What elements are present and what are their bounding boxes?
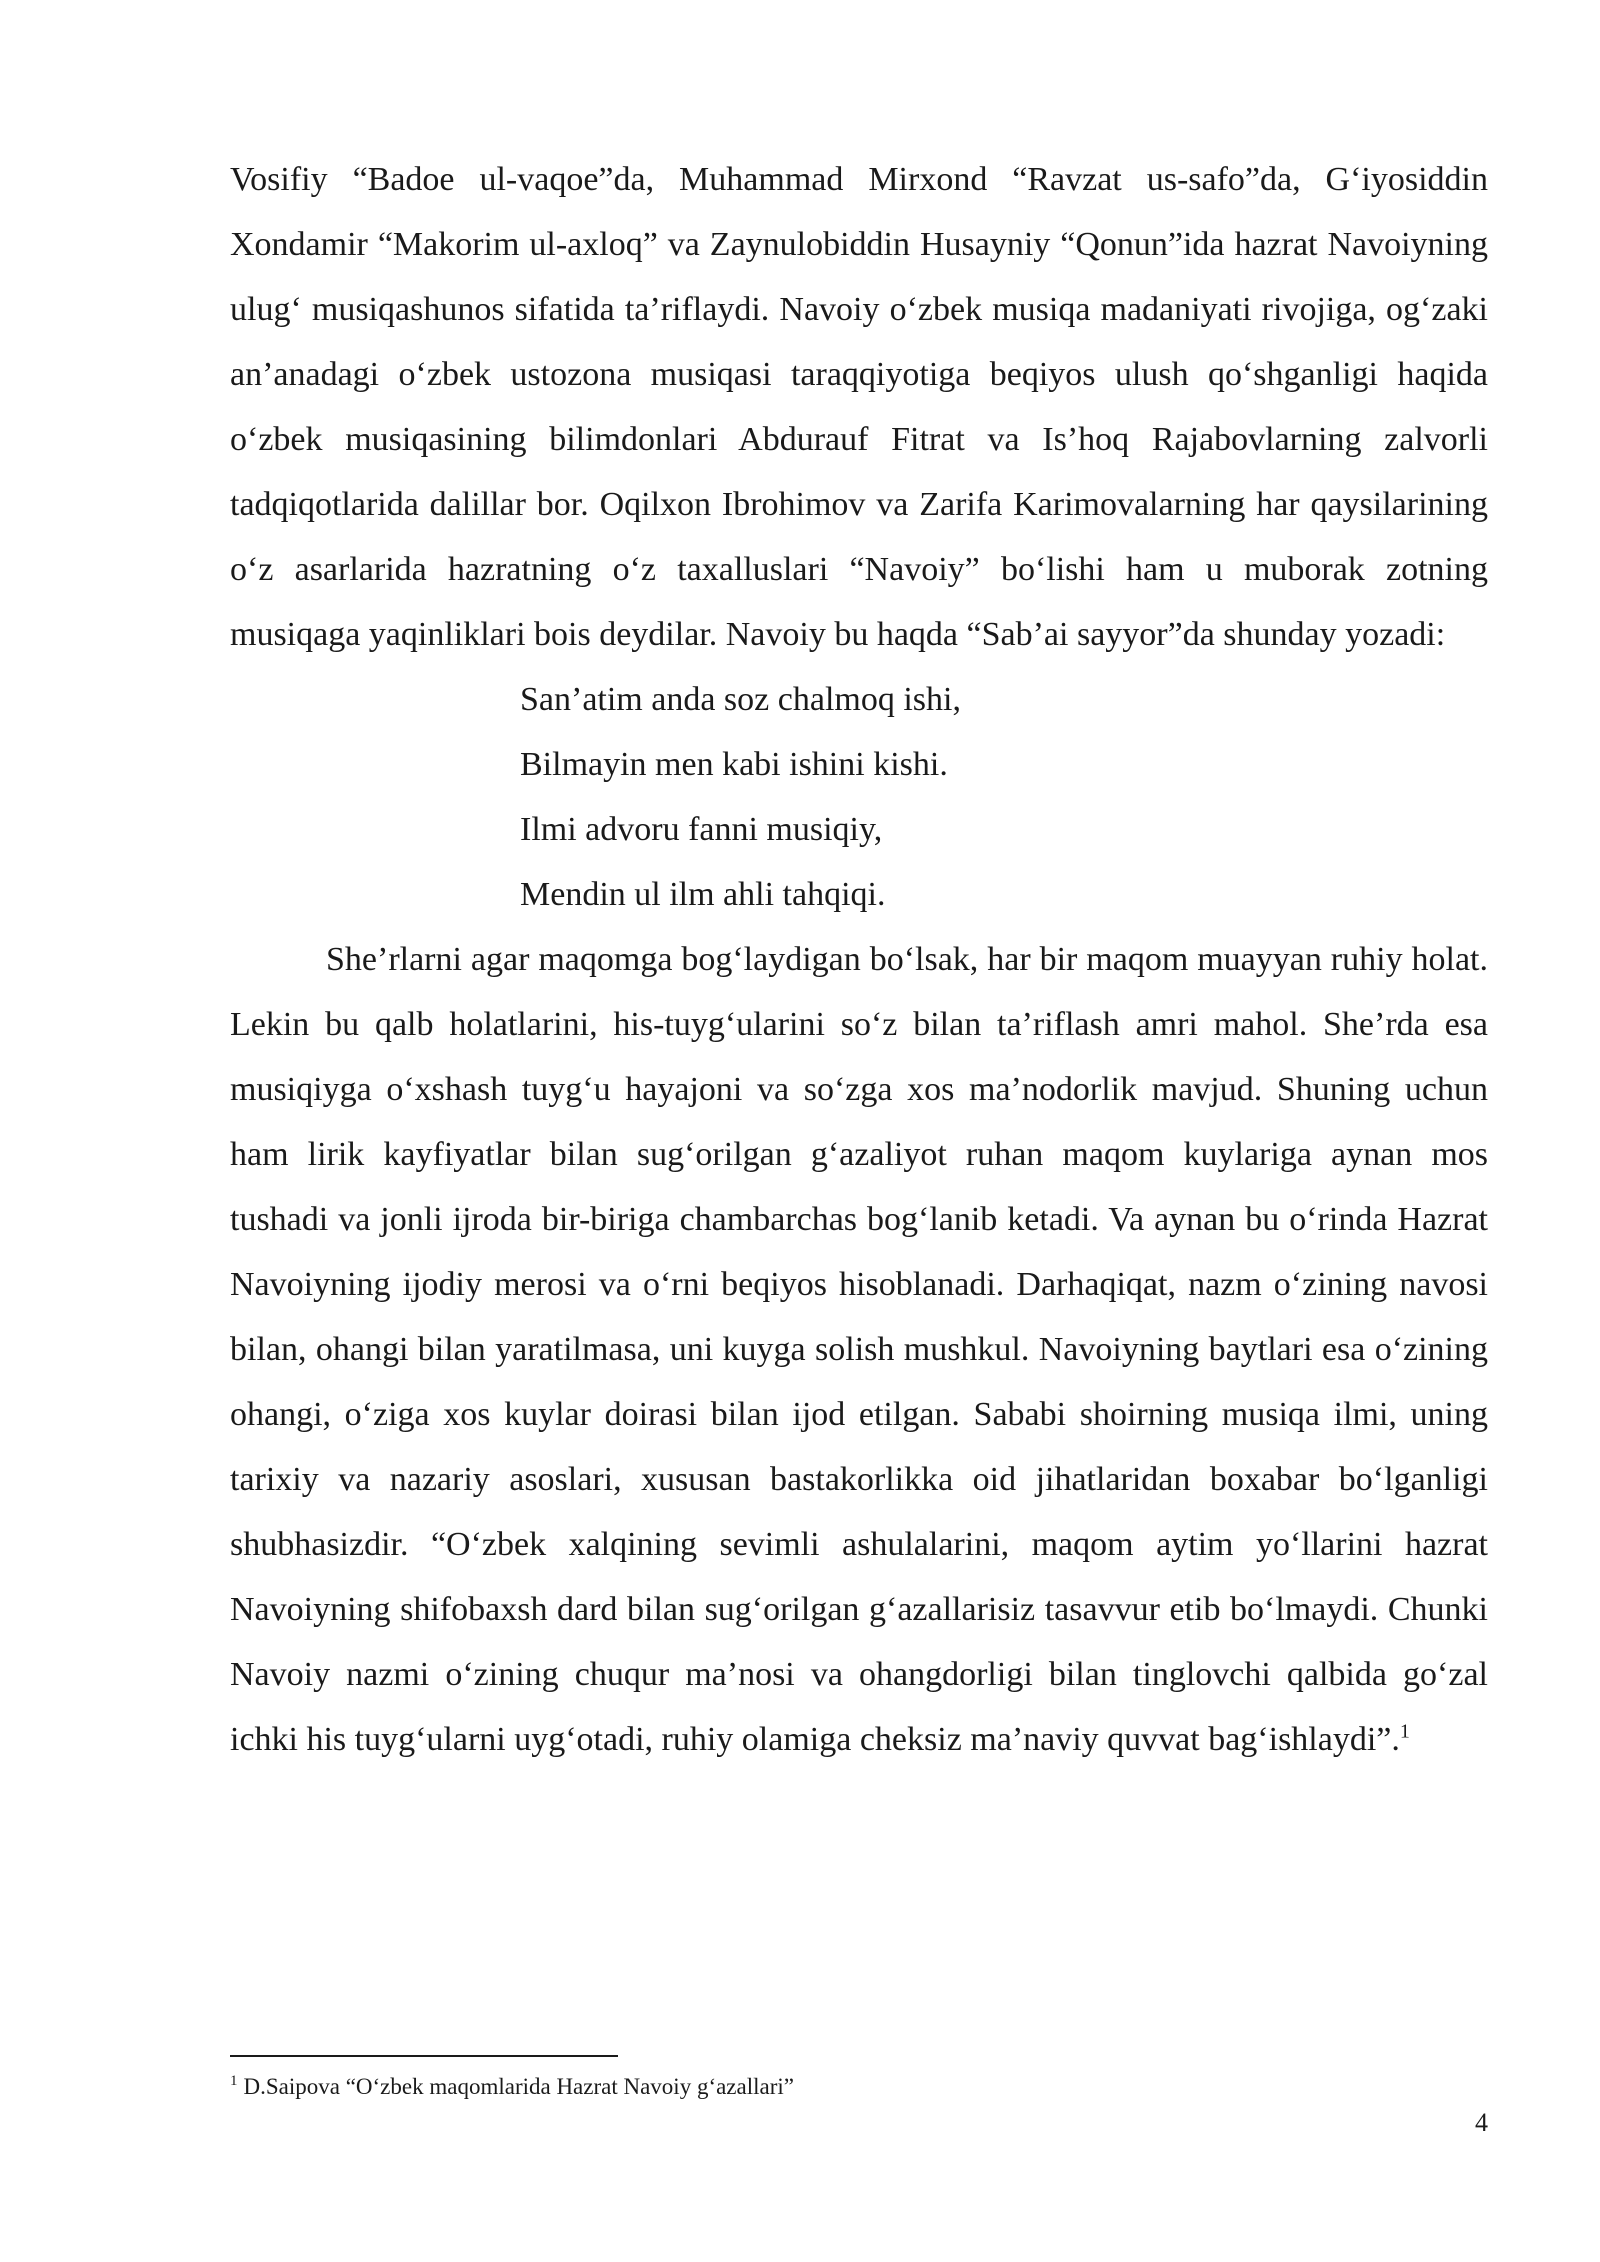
footnote-text: D.Saipova “O‘zbek maqomlarida Hazrat Navoiy g‘azallari”	[243, 2074, 794, 2099]
verse-block	[230, 667, 1488, 927]
verse-line-1: San’atim anda soz chalmoq ishi,	[520, 681, 961, 718]
main-text	[230, 147, 1488, 1772]
verse-line-2: Bilmayin men kabi ishini kishi.	[520, 746, 948, 783]
footnote-number: 1	[230, 2073, 238, 2090]
verse-line-3: Ilmi advoru fanni musiqiy,	[520, 811, 883, 848]
footnote-reference[interactable]: 1	[1399, 1720, 1410, 1743]
paragraph-2	[230, 927, 1488, 1772]
footnote-separator	[230, 2055, 618, 2057]
page-number: 4	[1475, 2108, 1488, 2137]
paragraph-2-text: She’rlarni agar maqomga bog‘laydigan bo‘lsak, har bir maqom muayyan ruhiy holat. Lekin bu qalb holatlarini, his-tuyg‘ularini so‘z bilan ta’riflash amri mahol. She’rda esa musiqiyga o‘xshash tuyg‘u hayajoni va so‘zga xos ma’nodorlik mavjud. Shuning uchun ham lirik kayfiyatlar bilan sug‘orilgan g‘azaliyot ruhan maqom kuylariga aynan mos tushadi va jonli ijroda bir-biriga chambarchas bog‘lanib ketadi. Va aynan bu o‘rinda Hazrat Navoiyning ijodiy merosi va o‘rni beqiyos hisoblanadi. Darhaqiqat, nazm o‘zining navosi bilan, ohangi bilan yaratilmasa, uni kuyga solish mushkul. Navoiyning baytlari esa o‘zining ohangi, o‘ziga xos kuylar doirasi bilan ijod etilgan. Sababi shoirning musiqa ilmi, uning tarixiy va nazariy asoslari, xususan bastakorlikka oid jihatlaridan boxabar bo‘lganligi shubhasizdir. “O‘zbek xalqining sevimli ashulalarini, maqom aytim yo‘llarini hazrat Navoiyning shifobaxsh dard bilan sug‘orilgan g‘azallarisiz tasavvur etib bo‘lmaydi. Chunki Navoiy nazmi o‘zining chuqur ma’nosi va ohangdorligi bilan tinglovchi qalbida go‘zal ichki his tuyg‘ularni uyg‘otadi, ruhiy olamiga cheksiz ma’naviy quvvat bag‘ishlaydi”.	[230, 941, 1488, 1758]
footnote	[230, 2072, 1488, 2102]
verse-line-4: Mendin ul ilm ahli tahqiqi.	[520, 876, 886, 913]
paragraph-1: Vosifiy “Badoe ul-vaqoe”da, Muhammad Mirxond “Ravzat us-safo”da, G‘iyosiddin Xondamir “Makorim ul-axloq” va Zaynulobiddin Husayniy “Qonun”ida hazrat Navoiyning ulug‘ musiqashunos sifatida ta’riflaydi. Navoiy o‘zbek musiqa madaniyati rivojiga, og‘zaki an’anadagi o‘zbek ustozona musiqasi taraqqiyotiga beqiyos ulush qo‘shganligi haqida o‘zbek musiqasining bilimdonlari Abdurauf Fitrat va Is’hoq Rajabovlarning zalvorli tadqiqotlarida dalillar bor. Oqilxon Ibrohimov va Zarifa Karimovalarning har qaysilarining o‘z asarlarida hazratning o‘z taxalluslari “Navoiy” bo‘lishi ham u muborak zotning musiqaga yaqinliklari bois deydilar. Navoiy bu haqda “Sab’ai sayyor”da shunday yozadi:	[230, 161, 1488, 653]
